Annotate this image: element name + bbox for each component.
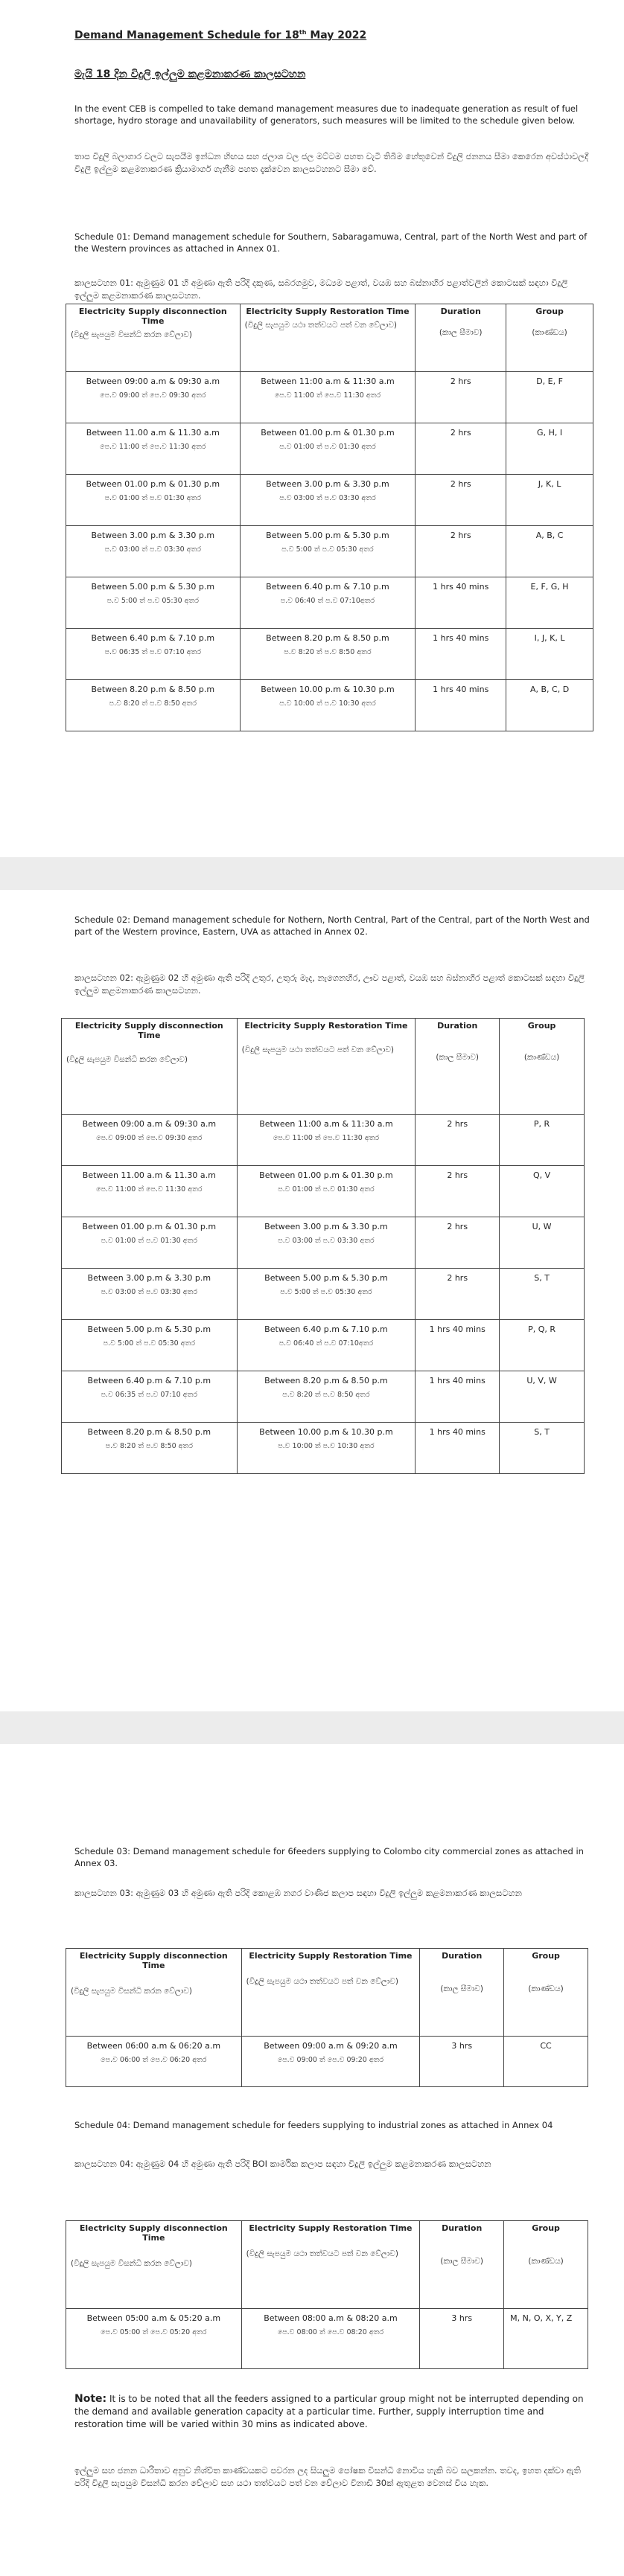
disconnection-time-sinhala: ප.ව 01:00 ත් ප.ව 01:30 අතර <box>101 1237 198 1245</box>
table-header-row <box>66 304 593 372</box>
restoration-time: Between 01.00 p.m & 01.30 p.m <box>259 1170 393 1180</box>
header-duration-sinhala: (කාල සීමාව) <box>440 2257 484 2266</box>
disconnection-time-sinhala: පෙ.ව 09:00 ත් පෙ.ව 09:30 අතර <box>100 391 206 400</box>
restoration-cell <box>241 2309 420 2369</box>
duration-cell <box>416 1423 500 1474</box>
disconnection-cell <box>62 1371 238 1423</box>
restoration-time-sinhala: පෙ.ව 11:00 ත් පෙ.ව 11:30 අතර <box>274 391 381 400</box>
restoration-cell <box>240 526 416 577</box>
restoration-time-sinhala: ප.ව 5:00 ත් ප.ව 05:30 අතර <box>281 545 374 554</box>
header-duration-label: Duration <box>437 1021 478 1031</box>
header-group-label: Group <box>532 2223 560 2233</box>
duration-value: 2 hrs <box>450 479 471 489</box>
table-row <box>66 680 593 731</box>
duration-value: 2 hrs <box>447 1119 468 1129</box>
group-cell <box>506 577 593 629</box>
restoration-cell <box>237 1320 416 1371</box>
duration-cell <box>416 629 506 680</box>
group-cell <box>500 1423 585 1474</box>
group-cell <box>506 680 593 731</box>
header-disconnection-label: Electricity Supply disconnection Time <box>79 2223 228 2243</box>
table-row <box>62 1320 585 1371</box>
header-restoration-sinhala: (විදුලි සැපයුම යථා තත්වයට පත් වන වේලාව) <box>241 1045 395 1054</box>
group-cell <box>500 1166 585 1217</box>
header-restoration-sinhala: (විදුලි සැපයුම යථා තත්වයට පත් වන වේලාව) <box>246 1977 399 1986</box>
restoration-time: Between 08:00 a.m & 08:20 a.m <box>264 2313 398 2323</box>
duration-value: 2 hrs <box>447 1170 468 1180</box>
group-value: Q, V <box>532 1170 551 1180</box>
header-duration-label: Duration <box>442 1951 483 1961</box>
disconnection-time-sinhala: ප.ව 8:20 ත් ප.ව 8:50 අතර <box>105 1442 193 1450</box>
restoration-time-sinhala: ප.ව 5:00 ත් ප.ව 05:30 අතර <box>280 1288 372 1296</box>
duration-value: 1 hrs 40 mins <box>433 685 489 694</box>
disconnection-time-sinhala: පෙ.ව 05:00 ත් පෙ.ව 05:20 අතර <box>101 2328 207 2336</box>
table-row <box>66 577 593 629</box>
group-cell <box>506 526 593 577</box>
header-group <box>500 1019 585 1115</box>
group-cell <box>500 1115 585 1166</box>
header-restoration <box>240 304 416 372</box>
restoration-time: Between 10.00 p.m & 10.30 p.m <box>261 685 395 694</box>
disconnection-time-sinhala: ප.ව 03:00 ත් ප.ව 03:30 අතර <box>101 1288 198 1296</box>
header-disconnection-sinhala: (විදුලි සැපයුම විසන්ධි කරන වේලාව) <box>71 2259 192 2268</box>
disconnection-time-sinhala: ප.ව 03:00 ත් ප.ව 03:30 අතර <box>104 545 202 554</box>
duration-value: 1 hrs 40 mins <box>429 1324 485 1334</box>
header-group-label: Group <box>527 1021 556 1031</box>
header-duration <box>420 2221 504 2309</box>
duration-value: 1 hrs 40 mins <box>429 1376 485 1385</box>
header-restoration-label: Electricity Supply Restoration Time <box>246 307 410 316</box>
restoration-time-sinhala: ප.ව 06:40 ත් ප.ව 07:10අතර <box>278 1339 374 1348</box>
disconnection-cell <box>62 1269 238 1320</box>
note-label: Note: <box>74 2393 107 2405</box>
disconnection-time-sinhala: පෙ.ව 06:00 ත් පෙ.ව 06:20 අතර <box>101 2056 207 2064</box>
header-disconnection-label: Electricity Supply disconnection Time <box>78 307 227 326</box>
restoration-time-sinhala: ප.ව 03:00 ත් ප.ව 03:30 අතර <box>278 1237 375 1245</box>
disconnection-time: Between 11.00 a.m & 11.30 a.m <box>86 428 220 438</box>
group-cell <box>506 475 593 526</box>
header-disconnection-label: Electricity Supply disconnection Time <box>74 1021 223 1040</box>
schedule3-description: Schedule 03: Demand management schedule for 6feeders supplying to Colombo city commercial zones as attached in Annex 03. <box>74 1846 584 1868</box>
duration-cell <box>416 577 506 629</box>
group-value: A, B, C, D <box>529 685 570 694</box>
group-cell <box>500 1371 585 1423</box>
header-disconnection <box>66 2221 242 2309</box>
table-row <box>66 372 593 423</box>
disconnection-time: Between 01.00 p.m & 01.30 p.m <box>82 1222 217 1231</box>
header-group-sinhala: (කාණ්ඩය) <box>532 328 567 337</box>
restoration-time-sinhala: ප.ව 10:00 ත් ප.ව 10:30 අතර <box>279 699 376 708</box>
restoration-cell <box>237 1371 416 1423</box>
disconnection-cell <box>66 2309 242 2369</box>
disconnection-cell <box>66 577 241 629</box>
restoration-time-sinhala: ප.ව 8:20 ත් ප.ව 8:50 අතර <box>282 1391 370 1399</box>
header-group <box>506 304 593 372</box>
restoration-time-sinhala: ප.ව 01:00 ත් ප.ව 01:30 අතර <box>278 1185 375 1194</box>
duration-value: 2 hrs <box>450 428 471 438</box>
group-value: D, E, F <box>536 377 563 386</box>
disconnection-time-sinhala: පෙ.ව 11:00 ත් පෙ.ව 11:30 අතර <box>100 443 206 451</box>
schedule4-description-sinhala: කාලසටහන 04: ඇමුණුම 04 හි අමුණා ඇති පරිදි BOI කාර්මික කලාප සඳහා විදුලි ඉල්ලුම කළමනාකරණ කාලසටහන <box>74 2159 491 2169</box>
header-restoration-label: Electricity Supply Restoration Time <box>249 2223 413 2233</box>
restoration-time: Between 6.40 p.m & 7.10 p.m <box>264 1324 388 1334</box>
duration-cell <box>416 1166 500 1217</box>
duration-cell <box>416 372 506 423</box>
table-row <box>66 526 593 577</box>
page-gap <box>0 1711 624 1744</box>
disconnection-time: Between 5.00 p.m & 5.30 p.m <box>91 582 215 592</box>
disconnection-cell <box>66 372 241 423</box>
table-header-row <box>62 1019 585 1115</box>
table-row <box>66 2309 588 2369</box>
duration-cell <box>420 2037 504 2087</box>
group-cell <box>506 629 593 680</box>
table-row <box>66 475 593 526</box>
header-duration <box>416 304 506 372</box>
group-value: P, R <box>533 1119 550 1129</box>
restoration-time: Between 3.00 p.m & 3.30 p.m <box>264 1222 388 1231</box>
restoration-time: Between 10.00 p.m & 10.30 p.m <box>259 1427 393 1437</box>
header-restoration-label: Electricity Supply Restoration Time <box>244 1021 408 1031</box>
table-row <box>62 1371 585 1423</box>
disconnection-time: Between 8.20 p.m & 8.50 p.m <box>91 685 215 694</box>
restoration-time: Between 6.40 p.m & 7.10 p.m <box>266 582 389 592</box>
duration-value: 2 hrs <box>450 531 471 540</box>
duration-cell <box>416 1320 500 1371</box>
disconnection-time: Between 06:00 a.m & 06:20 a.m <box>86 2041 221 2051</box>
schedule4-table <box>66 2220 588 2369</box>
restoration-cell <box>240 577 416 629</box>
table-row <box>66 2037 588 2087</box>
header-duration <box>420 1949 504 2037</box>
restoration-cell <box>237 1115 416 1166</box>
duration-cell <box>420 2309 504 2369</box>
header-restoration <box>241 1949 420 2037</box>
group-value: U, V, W <box>526 1376 557 1385</box>
restoration-time: Between 8.20 p.m & 8.50 p.m <box>264 1376 388 1385</box>
restoration-time: Between 5.00 p.m & 5.30 p.m <box>266 531 389 540</box>
disconnection-time: Between 05:00 a.m & 05:20 a.m <box>86 2313 221 2323</box>
restoration-time-sinhala: පෙ.ව 09:00 ත් පෙ.ව 09:20 අතර <box>277 2056 384 2064</box>
restoration-time: Between 11:00 a.m & 11:30 a.m <box>259 1119 393 1129</box>
restoration-cell <box>237 1269 416 1320</box>
duration-cell <box>416 423 506 475</box>
group-value: S, T <box>534 1427 550 1437</box>
disconnection-time: Between 09:00 a.m & 09:30 a.m <box>86 377 220 386</box>
schedule1-description: Schedule 01: Demand management schedule for Southern, Sabaragamuwa, Central, part of the North West and part of the Western provinces as attached in Annex 01. <box>74 231 588 254</box>
duration-value: 1 hrs 40 mins <box>433 633 489 643</box>
header-group-label: Group <box>535 307 564 316</box>
group-cell <box>500 1217 585 1269</box>
restoration-time: Between 3.00 p.m & 3.30 p.m <box>266 479 389 489</box>
note-text: It is to be noted that all the feeders assigned to a particular group might not be interrupted depending on the demand and available generation capacity at a particular time. Further, supply interruption time and restoration time will be varied within 30 mins as indicated above. <box>74 2394 584 2429</box>
group-value: M, N, O, X, Y, Z <box>510 2313 573 2323</box>
group-value: P, Q, R <box>528 1324 556 1334</box>
disconnection-time-sinhala: ප.ව 06:35 ත් ප.ව 07:10 අතර <box>101 1391 198 1399</box>
intro-english: In the event CEB is compelled to take demand management measures due to inadequate generation as result of fuel shortage, hydro storage and unavailability of generators, such measures will be limited to the schedule given below. <box>74 103 579 126</box>
schedule4-description: Schedule 04: Demand management schedule for feeders supplying to industrial zones as attached in Annex 04 <box>74 2120 553 2130</box>
duration-value: 3 hrs <box>451 2041 473 2051</box>
disconnection-time-sinhala: ප.ව 8:20 ත් ප.ව 8:50 අතර <box>109 699 197 708</box>
group-cell <box>500 1269 585 1320</box>
disconnection-cell <box>62 1166 238 1217</box>
restoration-time-sinhala: ප.ව 01:00 ත් ප.ව 01:30 අතර <box>279 443 376 451</box>
header-duration-label: Duration <box>440 307 481 316</box>
group-value: I, J, K, L <box>534 633 565 643</box>
page-title: Demand Management Schedule for 18th May 2022 <box>74 29 367 42</box>
disconnection-cell <box>66 629 241 680</box>
duration-cell <box>416 526 506 577</box>
disconnection-cell <box>62 1423 238 1474</box>
intro-sinhala: තාප විදුලි බලාගාර වලට සැපයීම ඉන්ධන හිඟය සහ ජලාශ වල ජල මට්ටම පහත වැටී තිබීම හේතුවෙන් විදුලි ජනනය සීමා කෙරෙන අවස්ථාවලදී විදුලි ඉල්ලුම කළමනාකරණ ක්‍රියාමාර්ග ගැනීම පහත දැක්වෙන කාලසටහනට සීමා වේ. <box>74 151 589 174</box>
schedule2-table <box>61 1018 585 1474</box>
group-value: A, B, C <box>535 531 564 540</box>
restoration-time-sinhala: ප.ව 03:00 ත් ප.ව 03:30 අතර <box>279 494 376 502</box>
restoration-cell <box>237 1166 416 1217</box>
restoration-cell <box>240 423 416 475</box>
header-disconnection-sinhala: (විදුලි සැපයුම විසන්ධි කරන වේලාව) <box>66 1055 188 1064</box>
disconnection-cell <box>66 680 241 731</box>
header-restoration <box>237 1019 416 1115</box>
duration-cell <box>416 475 506 526</box>
restoration-time-sinhala: ප.ව 10:00 ත් ප.ව 10:30 අතර <box>278 1442 375 1450</box>
table-header-row <box>66 2221 588 2309</box>
duration-value: 2 hrs <box>447 1273 468 1283</box>
restoration-cell <box>237 1423 416 1474</box>
restoration-time: Between 5.00 p.m & 5.30 p.m <box>264 1273 388 1283</box>
header-group-sinhala: (කාණ්ඩය) <box>528 2257 564 2266</box>
group-cell <box>504 2309 588 2369</box>
restoration-time-sinhala: ප.ව 8:20 ත් ප.ව 8:50 අතර <box>284 648 372 656</box>
disconnection-time-sinhala: ප.ව 01:00 ත් ප.ව 01:30 අතර <box>104 494 202 502</box>
table-row <box>66 423 593 475</box>
group-value: E, F, G, H <box>530 582 569 592</box>
note-paragraph <box>74 2393 593 2431</box>
table-row <box>62 1217 585 1269</box>
restoration-cell <box>237 1217 416 1269</box>
disconnection-cell <box>62 1320 238 1371</box>
header-disconnection <box>66 304 241 372</box>
note-sinhala: ඉල්ලුම සහ ජනන ධාරිතාව අනුව නිශ්චිත කාණ්ඩයකට පවරන ලද සියලුම පෝෂක විසන්ධි නොවිය හැකි බව සලකන්න. තවද, ඉහත දක්වා ඇති පරිදි විදුලි සැපයුම විසන්ධි කරන වේලාව සහ යථා තත්වයට පත් වන වේලාව විනාඩි 30ක් ඇතුළත වෙනස් විය හැක. <box>74 2465 581 2488</box>
header-group-sinhala: (කාණ්ඩය) <box>523 1053 560 1062</box>
header-restoration-sinhala: (විදුලි සැපයුම යථා තත්වයට පත් වන වේලාව) <box>244 321 398 330</box>
restoration-cell <box>240 475 416 526</box>
disconnection-time: Between 6.40 p.m & 7.10 p.m <box>91 633 215 643</box>
restoration-time-sinhala: පෙ.ව 11:00 ත් පෙ.ව 11:30 අතර <box>273 1134 380 1142</box>
header-disconnection-label: Electricity Supply disconnection Time <box>79 1951 228 1970</box>
disconnection-time-sinhala: ප.ව 06:35 ත් ප.ව 07:10 අතර <box>104 648 202 656</box>
sinhala-title: මැයි 18 දින විදුලි ඉල්ලුම කළමනාකරණ කාලසටහන <box>74 68 306 80</box>
duration-value: 1 hrs 40 mins <box>433 582 489 592</box>
disconnection-time: Between 6.40 p.m & 7.10 p.m <box>87 1376 211 1385</box>
group-cell <box>506 423 593 475</box>
header-group-sinhala: (කාණ්ඩය) <box>528 1984 564 1993</box>
table-row <box>62 1115 585 1166</box>
restoration-cell <box>240 629 416 680</box>
restoration-time: Between 11:00 a.m & 11:30 a.m <box>261 377 395 386</box>
restoration-cell <box>240 680 416 731</box>
header-restoration <box>241 2221 420 2309</box>
disconnection-time: Between 3.00 p.m & 3.30 p.m <box>87 1273 211 1283</box>
disconnection-cell <box>66 2037 242 2087</box>
disconnection-time-sinhala: පෙ.ව 11:00 ත් පෙ.ව 11:30 අතර <box>96 1185 203 1194</box>
disconnection-time: Between 11.00 a.m & 11.30 a.m <box>82 1170 216 1180</box>
group-cell <box>504 2037 588 2087</box>
disconnection-cell <box>62 1217 238 1269</box>
restoration-time-sinhala: පෙ.ව 08:00 ත් පෙ.ව 08:20 අතර <box>277 2328 384 2336</box>
page-gap <box>0 857 624 890</box>
header-disconnection <box>62 1019 238 1115</box>
duration-cell <box>416 680 506 731</box>
restoration-cell <box>241 2037 420 2087</box>
disconnection-time-sinhala: ප.ව 5:00 ත් ප.ව 05:30 අතර <box>106 597 200 605</box>
schedule2-description: Schedule 02: Demand management schedule for Nothern, North Central, Part of the Central, part of the North West and part of the Western province, Eastern, UVA as attached in Annex 02. <box>74 914 590 937</box>
schedule1-description-sinhala: කාලසටහන 01: ඇමුණුම 01 හි අමුණා ඇති පරිදි දකුණ, සබරගමුව, මධ්‍යම පළාත්, වයඹ සහ බස්නාහිර පළාත්වලින් කොටසක් සඳහා විදුලි ඉල්ලුම කළමනාකරණ කාලසටහන. <box>74 278 568 301</box>
group-cell <box>500 1320 585 1371</box>
header-disconnection-sinhala: (විදුලි සැපයුම විසන්ධි කරන වේලාව) <box>71 330 192 339</box>
header-duration-sinhala: (කාල සීමාව) <box>436 1053 480 1062</box>
disconnection-cell <box>62 1115 238 1166</box>
duration-value: 1 hrs 40 mins <box>429 1427 485 1437</box>
duration-value: 3 hrs <box>451 2313 473 2323</box>
header-duration-sinhala: (කාල සීමාව) <box>440 1984 484 1993</box>
schedule1-table <box>66 304 593 731</box>
duration-value: 2 hrs <box>450 377 471 386</box>
table-row <box>66 629 593 680</box>
group-value: U, W <box>532 1222 552 1231</box>
schedule3-table <box>66 1948 588 2087</box>
group-value: S, T <box>534 1273 550 1283</box>
restoration-time: Between 01.00 p.m & 01.30 p.m <box>261 428 395 438</box>
disconnection-cell <box>66 526 241 577</box>
header-disconnection-sinhala: (විදුලි සැපයුම විසන්ධි කරන වේලාව) <box>71 1987 192 1996</box>
header-group-label: Group <box>532 1951 560 1961</box>
header-duration-label: Duration <box>442 2223 483 2233</box>
header-restoration-sinhala: (විදුලි සැපයුම යථා තත්වයට පත් වන වේලාව) <box>246 2249 399 2258</box>
schedule2-description-sinhala: කාලසටහන 02: ඇමුණුම 02 හි අමුණා ඇති පරිදි උතුර, උතුරු මැද, නැගෙනහිර, ඌව පළාත්, වයඹ සහ බස්නාහිර පළාත් කොටසක් සඳහා විදුලි ඉල්ලුම කළමනාකරණ කාලසටහන. <box>74 973 585 996</box>
table-row <box>62 1423 585 1474</box>
schedule3-description-sinhala: කාලසටහන 03: ඇමුණුම 03 හි අමුණා ඇති පරිදි කොළඹ නගර වාණිජ කලාප සඳහා විදුලි ඉල්ලුම කළමනාකරණ කාලසටහන <box>74 1888 522 1898</box>
disconnection-cell <box>66 423 241 475</box>
table-row <box>62 1269 585 1320</box>
table-header-row <box>66 1949 588 2037</box>
disconnection-time: Between 3.00 p.m & 3.30 p.m <box>91 531 215 540</box>
header-restoration-label: Electricity Supply Restoration Time <box>249 1951 413 1961</box>
header-disconnection <box>66 1949 242 2037</box>
duration-cell <box>416 1217 500 1269</box>
disconnection-cell <box>66 475 241 526</box>
disconnection-time: Between 8.20 p.m & 8.50 p.m <box>87 1427 211 1437</box>
restoration-time: Between 8.20 p.m & 8.50 p.m <box>266 633 389 643</box>
header-duration <box>416 1019 500 1115</box>
group-value: G, H, I <box>537 428 563 438</box>
disconnection-time: Between 01.00 p.m & 01.30 p.m <box>86 479 220 489</box>
header-duration-sinhala: (කාල සීමාව) <box>439 328 483 337</box>
duration-cell <box>416 1269 500 1320</box>
disconnection-time-sinhala: ප.ව 5:00 ත් ප.ව 05:30 අතර <box>103 1339 196 1348</box>
duration-cell <box>416 1115 500 1166</box>
group-cell <box>506 372 593 423</box>
header-group <box>504 2221 588 2309</box>
duration-cell <box>416 1371 500 1423</box>
header-group <box>504 1949 588 2037</box>
group-value: J, K, L <box>538 479 561 489</box>
restoration-cell <box>240 372 416 423</box>
disconnection-time-sinhala: පෙ.ව 09:00 ත් පෙ.ව 09:30 අතර <box>96 1134 203 1142</box>
group-value: CC <box>540 2041 552 2051</box>
duration-value: 2 hrs <box>447 1222 468 1231</box>
disconnection-time: Between 5.00 p.m & 5.30 p.m <box>87 1324 211 1334</box>
disconnection-time: Between 09:00 a.m & 09:30 a.m <box>82 1119 217 1129</box>
restoration-time-sinhala: ප.ව 06:40 ත් ප.ව 07:10අතර <box>280 597 375 605</box>
table-row <box>62 1166 585 1217</box>
restoration-time: Between 09:00 a.m & 09:20 a.m <box>264 2041 398 2051</box>
